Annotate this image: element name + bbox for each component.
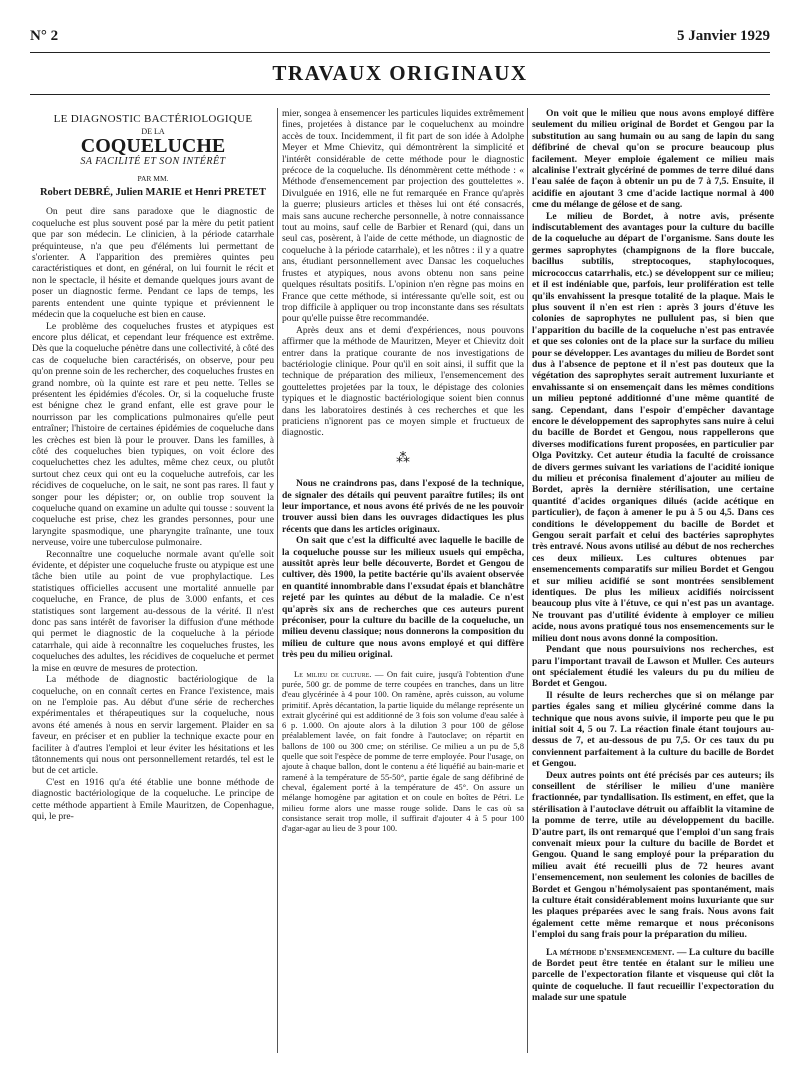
article-title-line2: DE LA xyxy=(141,127,165,137)
article-par: PAR MM. xyxy=(137,173,169,183)
issue-date: 5 Janvier 1929 xyxy=(676,28,770,44)
paragraph: La méthode de diagnostic bactériologique de la coqueluche, on en connaît certes en France l'existence, mais on ne l'emploie pas. Au début d'une série de recherches expérimentales et thérapeutiques sur la coqueluche, nous avons été amenés à nous en servir largement. Plaider en sa faveur, en préciser et en publier la technique exacte pour en faciliter à d'autres l'emploi et leur éviter les hésitations et les tâtonnements qui nous ont personnellement retardés, tel est le but de cet article. xyxy=(32,674,274,777)
section-title: TRAVAUX ORIGINAUX xyxy=(272,61,528,85)
paragraph: On voit que le milieu que nous avons employé diffère seulement du milieu original de Bordet et Gengou par la substitution au sang humain ou au sang de lapin du sang défibriné de cheval qu'on se procure beaucoup plus facilement. Meyer emploie également ce milieu mais alcalinise l'extrait glycériné de pommes de terre dilué dans l'eau salée de façon à obtenir un pu de 7 à 7,5. Ensuite, il acidifie en ajoutant 3 cme d'acide lactique normal à 400 cme du mélange de gélose et de sang. xyxy=(532,108,774,211)
article-subtitle: SA FACILITÉ ET SON INTÉRÊT xyxy=(80,156,226,168)
issue-number: N° 2 xyxy=(30,28,59,44)
paragraph: Il résulte de leurs recherches que si on mélange par parties égales sang et milieu glycériné comme dans la technique que nous avons suivie, il importe peu que le pu initial soit 4, 5 ou 7. La réaction finale étant toujours au-dessus de 7, et au-dessous de pu 7,5. Or ces taux du pu conviennent parfaitement à la culture du bacille de Bordet et Gengou. xyxy=(532,689,774,770)
paragraph: Nous ne craindrons pas, dans l'exposé de la technique, de signaler des détails qui peuvent paraître futiles; ils ont leur importance, et nous avons été privés de ne les pouvoir trouver aussi bien dans les ouvrages didactiques les plus récents que dans les articles originaux. xyxy=(282,478,524,535)
article-title-block xyxy=(32,114,274,198)
paragraph: On sait que c'est la difficulté avec laquelle le bacille de la coqueluche pousse sur les milieux usuels qui empêcha, aussitôt après leur belle découverte, Bordet et Gengou de cultiver, dès 1900, la petite bactérie qu'ils avaient observée en quantité innombrable dans l'exsudat épais et blanchâtre rejeté par les quintes au début de la maladie. Ce n'est qu'après six ans de recherches que ces auteurs purent préconiser, pour la culture du bacille de la coqueluche, un milieu devenu classique; nous donnerons la composition du milieu de culture que nous avons employé et qui diffère très peu du milieu original. xyxy=(282,535,524,661)
paragraph xyxy=(532,947,774,1004)
page-header xyxy=(30,28,770,46)
paragraph: On peut dire sans paradoxe que le diagnostic de coqueluche est plus souvent posé par la mère du petit patient que par son médecin. Le clinicien, à la période catarrhale préquinteuse, n'a que peu d'éléments lui permettant de s'orienter. A l'apparition des premières quintes peu caractéristiques et dont, en général, on lui fournit le récit et non le spectacle, il hésite et demande quelques jours avant de poser un diagnostic ferme. Pendant ce laps de temps, les parents entendent une quinte typique et préviennent le médecin que la coqueluche est bien en cause. xyxy=(32,206,274,321)
column-3 xyxy=(532,108,774,1053)
paragraph: C'est en 1916 qu'a été établie une bonne méthode de diagnostic bactériologique de la coqueluche. Le principe de cette méthode appartient à Emile Mauritzen, de Copenhague, qui, le pre- xyxy=(32,776,274,822)
column-1 xyxy=(32,108,274,1053)
bold-intro xyxy=(282,478,524,661)
column-2 xyxy=(282,108,524,1053)
section-separator-stars: ⁂ xyxy=(396,450,410,466)
subsection-heading: Le milieu de culture. xyxy=(294,668,372,679)
article-authors: Robert DEBRÉ, Julien MARIE et Henri PRETET xyxy=(39,187,267,199)
paragraph xyxy=(282,669,524,834)
article-title-main: COQUELUCHE xyxy=(80,134,226,157)
paragraph: Deux autres points ont été précisés par ces auteurs; ils conseillent de stériliser le milieu d'une manière fractionnée, par tyndallisation. Ils estiment, en effet, que la stérilisation à l'autoclave détruit ou affaiblit la vitamine de la pomme de terre, utile au développement du bacille. D'autre part, ils ont remarqué que l'emploi d'un sang frais convenait mieux pour la culture du bacille de Bordet et Gengou. Quand le sang employé pour la préparation du milieu avait été recueilli plus de 72 heures avant l'ensemencement, non seulement les colonies de bacilles de Bordet et Gengou n'hémolysaient pas spontanément, mais la culture était considérablement moins luxuriante que sur les plaques préparées avec le sang frais. Nous avons fait également cette même remarque et nous préconisons l'emploi du sang frais pour la préparation du milieu. xyxy=(532,769,774,941)
paragraph-text: — La culture du bacille de Bordet peut être tentée en étalant sur le milieu une parcelle de l'expectoration filante et visqueuse qui clôt la quinte de coqueluche. Il faut recueillir l'expectoration du malade sur une spatule xyxy=(532,946,774,1004)
culture-medium-section xyxy=(282,669,524,834)
paragraph: Le problème des coqueluches frustes et atypiques est encore plus délicat, et cependant leur fréquence est extrême. Dès que la coqueluche pénètre dans une collectivité, à côté des cas de coqueluche bien caractérisés, on observe, pour peu qu'on prenne soin de les rechercher, des coqueluches frustes en grand nombre, où la quinte est rare et peu nette. Telles se présentent les épidémies d'écoles. Or, si la coqueluche fruste est bénigne chez le grand enfant, elle est grave pour le nourrisson par les complications pulmonaires qu'elle peut entraîner; l'histoire de certaines épidémies de coqueluche dans les crèches est bien là pour le prouver. Dans les familles, à côté des coqueluches bien typiques, on voit éclore des coqueluchettes chez les adultes, même chez ceux, ou plutôt surtout chez ceux qui ont eu la coqueluche autrefois, car les récidives de coqueluche, on le sait, ne sont pas rares. Il faut y songer pour les dépister; or, on oublie trop souvent la coqueluche quand on examine un adulte qui tousse : souvent la coqueluche est prise, chez les grandes personnes, pour une laryngite spasmodique, une pharyngite traînante, une toux nerveuse, voire une tuberculose pulmonaire. xyxy=(32,320,274,549)
paragraph: Le milieu de Bordet, à notre avis, présente indiscutablement des avantages pour la culture du bacille de la coqueluche au départ de l'organisme. Sans doute les germes saprophytes (champignons de la flore buccale, bacillus subtilis, streptocoques, staphylocoques, micrococcus catarrhalis, etc.) se développent sur ce milieu; et il est indéniable que, parfois, leur prolifération est telle qu'ils envahissent la presque totalité de la plaque. Mais le plus souvent il n'en est rien : après 3 jours d'étuve les colonies de saprophytes ne pullulent pas, si bien que l'apparition du bacille de la coqueluche n'est pas entravée et que ses colonies ont de la place sur la surface du milieu pour se développer. Les avantages du milieu de Bordet sont dus à l'absence de peptone et il n'est pas douteux que la végétation des saprophytes serait autrement luxuriante et envahissante si on ensemençait dans les mêmes conditions un milieu peptoné additionné d'une même quantité de sang. Cependant, dans l'espoir d'empêcher davantage encore le développement des saprophytes sans nuire à celui du bacille de Bordet et Gengou, nous rappellerons que diverses modifications furent proposées, en particulier par Olga Povitzky. Cet auteur étudia la faculté de croissance de divers germes suivant les variations de l'acidité ionique du milieu et préconisa finalement d'ajouter au milieu de Bordet, après la dernière stérilisation, une certaine quantité d'acides organiques dilués (acide acétique en particulier), de façon à amener le pu à 5 ou 4,5. Dans ces conditions le développement du bacille de Bordet et Gengou serait parfait et celui des bactéries saprophytes très entravé. Nous avons utilisé au début de nos recherches ces deux milieux. Les cultures obtenues par ensemencements comparatifs sur milieu Bordet et Gengou et sur milieu acidifié se sont montrées sensiblement identiques. De plus les milieux acidifiés noircissent beaucoup plus vite à l'étuve, ce qui n'est pas un avantage. Ne trouvant pas d'utilité évidente à employer ce milieu acide, nous avons pratiqué tous nos ensemencements sur le milieu dont nous avons donné la composition. xyxy=(532,210,774,644)
subsection-heading: La méthode d'ensemencement. xyxy=(546,946,675,958)
header-rule xyxy=(30,52,770,53)
paragraph: Pendant que nous poursuivions nos recherches, est paru l'important travail de Lawson et Muller. Ces auteurs ont spécialement étudié les valeurs du pu du milieu de Bordet et Gengou. xyxy=(532,644,774,690)
paragraph: Reconnaître une coqueluche normale avant qu'elle soit évidente, et dépister une coqueluche fruste ou atypique est une tâche bien utile au point de vue prophylactique. Les statistiques officielles accusent une mortalité annuelle par coqueluche, en France, de plus de 3.000 enfants, et ces statistiques sont largement au-dessous de la vérité. Il n'est donc pas sans intérêt de favoriser la diffusion d'une méthode qui permet le diagnostic de la coqueluche à la période catarrhale, qui aide à reconnaître les coqueluches frustes, les coqueluches des adultes, les récidives de coqueluche et permet la mise en œuvre de mesures de protection. xyxy=(32,548,274,674)
paragraph: mier, songea à ensemencer les particules liquides extrêmement fines, projetées à distance par le coqueluchenx au moindre accès de toux. Incidemment, il fit part de son idée à Adolphe Meyer et Mme Chievitz, qui démontrèrent la simplicité et l'intérêt considérable de cette méthode pour le diagnostic précoce de la coqueluche. Ils dénommèrent cette méthode : « Méthode d'ensemencement par projection des gouttelettes ». Divulguée en 1916, elle ne fut remarquée en France qu'après la guerre; plusieurs articles et thèses lui ont été consacrés, mais sans aucune recherche personnelle, à notre connaissance tout au moins, sauf celle de Barbier et Renard (qui, dans un seul cas, posèrent, à l'aide de cette méthode, un diagnostic de coqueluche à la période catarrhale), et les nôtres : il y a quatre ans, étudiant personnellement avec Dansac les coqueluches frustes et atypiques, nous avons obtenu non sans peine quelques résultats positifs. L'opinion n'en règne pas moins en France que cette méthode, si intéressante qu'elle soit, est ou trop difficile à appliquer ou trop inconstante dans ses résultats pour qu'elle puisse être recommandée. xyxy=(282,108,524,325)
paragraph: Après deux ans et demi d'expériences, nous pouvons affirmer que la méthode de Mauritzen, Meyer et Chievitz doit entrer dans la pratique courante de nos investigations de bactériologie clinique. Pour qu'il en soit ainsi, il suffit que la technique de préparation des milieux, l'ensemencement des gouttelettes projetées par la toux, le dépistage des colonies typiques et le diagnostic bactériologique soient bien connus dans les laboratoires destinés à ces recherches et que les praticiens n'ignorent pas ce moyen simple et fructueux de diagnostic. xyxy=(282,324,524,439)
column-3-body xyxy=(532,108,774,1004)
article-title-line1: LE DIAGNOSTIC BACTÉRIOLOGIQUE xyxy=(53,113,253,125)
column-divider xyxy=(527,108,528,1053)
column-divider xyxy=(277,108,278,1053)
paragraph-text: — On fait cuire, jusqu'à l'obtention d'une purée, 500 gr. de pomme de terre coupées en tranches, dans un litre d'eau glycérinée à 4 pour 100. On ramène, après cuisson, au volume primitif. Après décantation, la partie liquide du mélange représente un extrait glycériné qui est additionné de 3 fois son volume d'eau salée à 6 p. 1.000. On ajoute alors à la dilution 3 pour 100 de gélose préalablement lavée, on fait fondre à l'autoclave; on répartit en ballons de 100 ou 300 cme; on stérilise. Ce milieu a un pu de 5,8 quelle que soit l'espèce de pomme de terre employée. Pour l'usage, on ajoute à chaque ballon, dont le contenu a été liquéfié au bain-marie et ramené à la température de 55-50°, partie égale de sang défibriné de cheval, également porté à la température de 45°. On assure un mélange homogène par agitation et on coule en boîtes de Pétri. Le milieu forme alors une masse rouge solide. Dans le cas où sa consistance serait trop molle, il suffirait d'ajouter 4 à 5 pour 100 d'agar-agar au lieu de 3 pour 100. xyxy=(282,668,524,834)
section-rule xyxy=(30,94,770,95)
